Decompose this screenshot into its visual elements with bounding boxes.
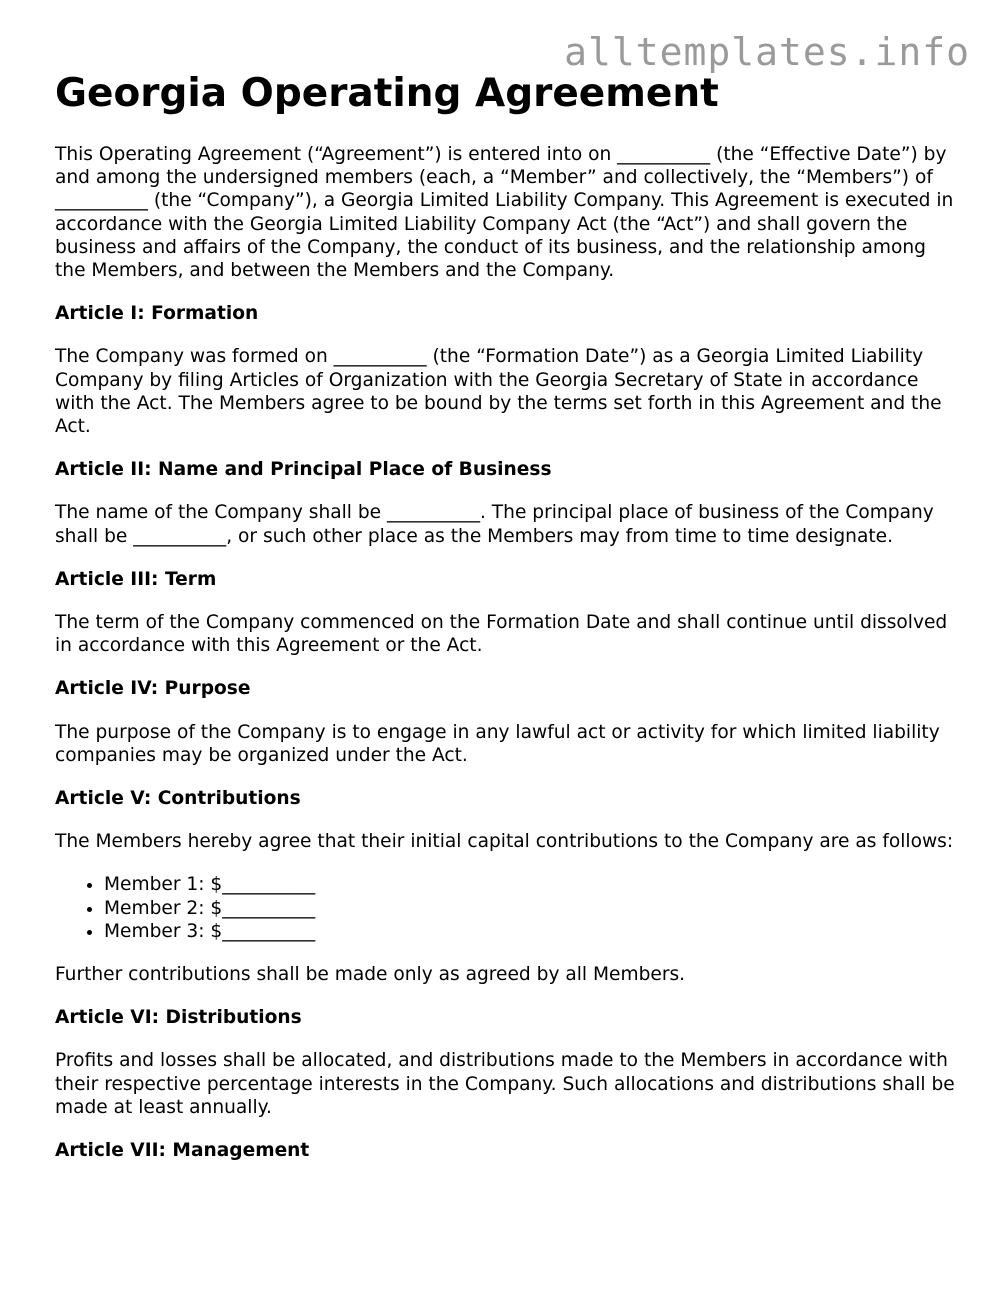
article-3-body: The term of the Company commenced on the Formation Date and shall continue until dissolved in accordance with this Agreement or the Act. xyxy=(55,612,948,657)
article-5-heading: Article V: Contributions xyxy=(55,788,301,810)
list-item: • Member 3: $__________ xyxy=(104,920,955,943)
contributions-list xyxy=(55,873,955,943)
article-7-heading: Article VII: Management xyxy=(55,1140,310,1162)
article-5-after: Further contributions shall be made only as agreed by all Members. xyxy=(55,964,686,986)
document-title: Georgia Operating Agreement xyxy=(55,71,719,116)
article-1-body: The Company was formed on __________ (the “Formation Date”) as a Georgia Limited Liability Company by filing Articles of Organization with the Georgia Secretary of State in accordance with the Act. The Members agree to be bound by the terms set forth in this Agreement and the Act. xyxy=(55,346,942,438)
watermark: alltemplates.info xyxy=(564,30,970,74)
article-3-heading: Article III: Term xyxy=(55,568,217,590)
list-item: • Member 2: $__________ xyxy=(104,897,955,920)
article-4-heading: Article IV: Purpose xyxy=(55,678,251,700)
article-6-heading: Article VI: Distributions xyxy=(55,1007,302,1029)
article-2-body: The name of the Company shall be __________. The principal place of business of the Company shall be __________, or such other place as the Members may from time to time designate. xyxy=(55,502,934,547)
article-5-body: The Members hereby agree that their initial capital contributions to the Company are as follows: xyxy=(55,831,954,853)
article-1-heading: Article I: Formation xyxy=(55,303,259,325)
article-6-body: Profits and losses shall be allocated, and distributions made to the Members in accordance with their respective percentage interests in the Company. Such allocations and distributions shall be made at least annually. xyxy=(55,1050,955,1118)
article-2-heading: Article II: Name and Principal Place of Business xyxy=(55,459,552,481)
list-item: • Member 1: $__________ xyxy=(104,873,955,896)
article-4-body: The purpose of the Company is to engage in any lawful act or activity for which limited liability companies may be organized under the Act. xyxy=(55,721,940,766)
intro-paragraph: This Operating Agreement (“Agreement”) is entered into on __________ (the “Effective Date”) by and among the undersigned members (each, a “Member” and collectively, the “Members”) of __________ (the “Company”), a Georgia Limited Liability Company. This Agreement is executed in accordance with the Georgia Limited Liability Company Act (the “Act”) and shall govern the business and affairs of the Company, the conduct of its business, and the relationship among the Members, and between the Members and the Company. xyxy=(55,144,954,282)
document-body xyxy=(55,143,955,1182)
